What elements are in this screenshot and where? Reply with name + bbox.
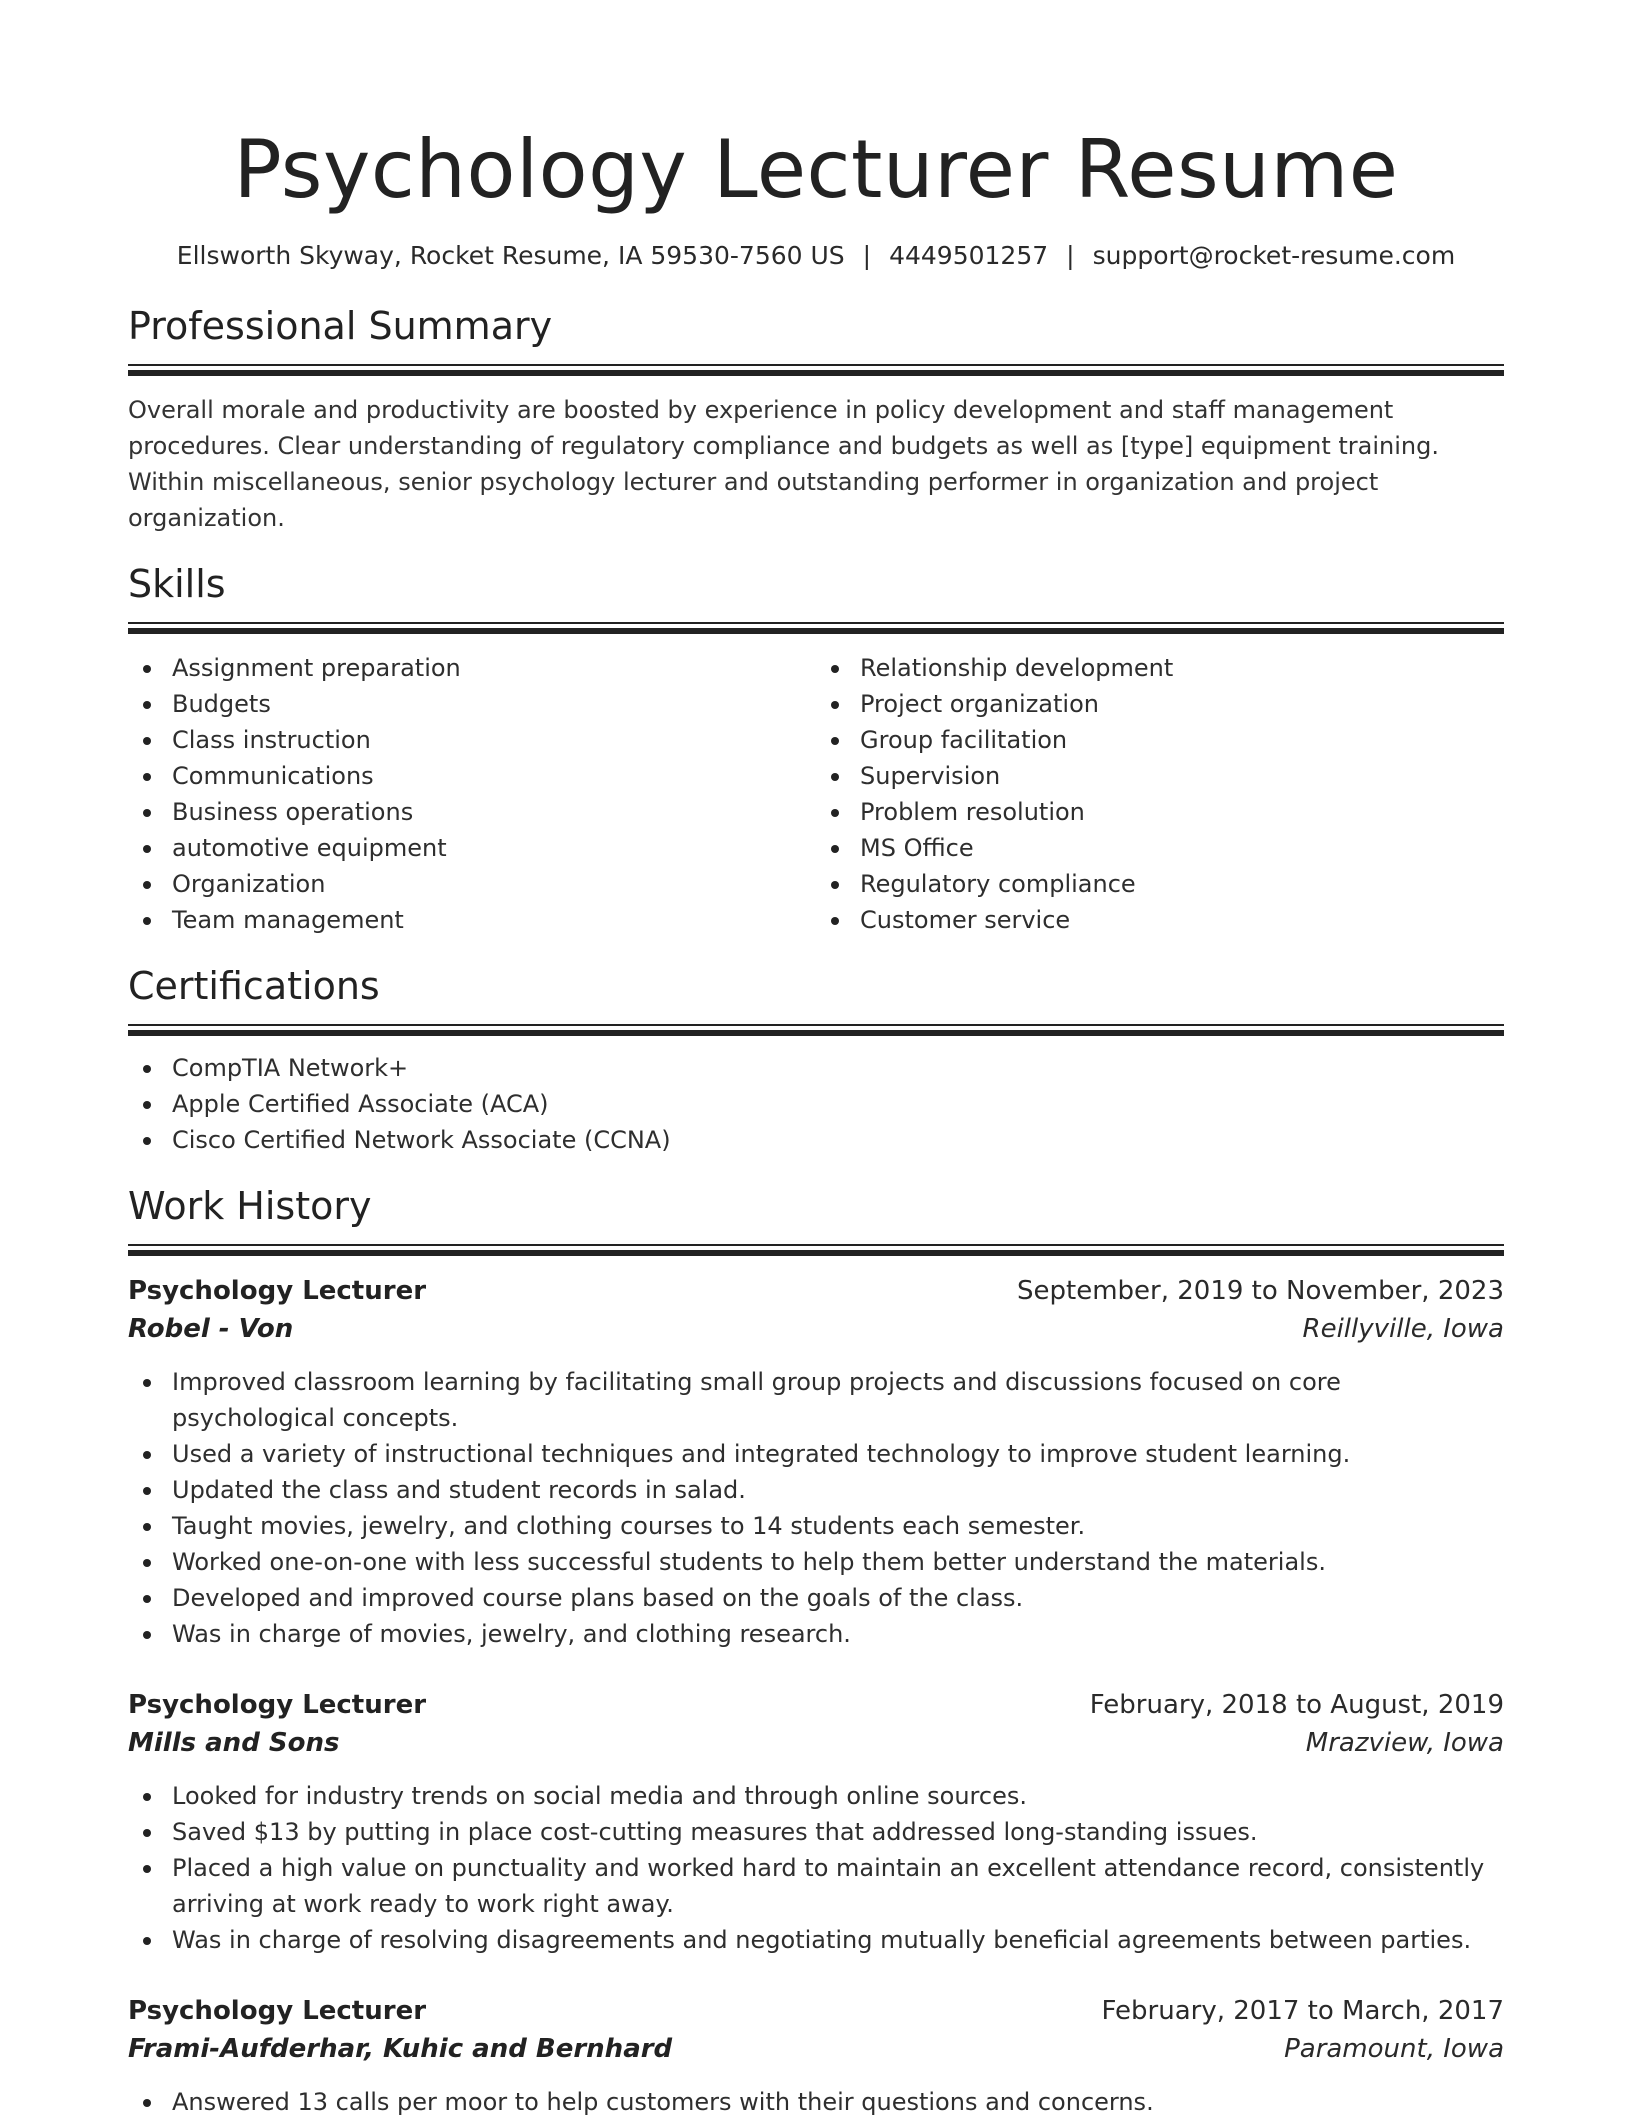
job-company: Robel - Von xyxy=(128,1314,294,1344)
job-bullet: Placed a high value on punctuality and worked hard to maintain an excellent attendance record, consistently arriving at work ready to work right away. xyxy=(172,1850,1504,1922)
job-bullets xyxy=(128,1778,1504,1958)
skill-item: Supervision xyxy=(860,758,1504,794)
skill-item: Problem resolution xyxy=(860,794,1504,830)
skills-column-right xyxy=(816,650,1504,938)
skill-item: Class instruction xyxy=(172,722,816,758)
skill-item: Budgets xyxy=(172,686,816,722)
job-dates: February, 2017 to March, 2017 xyxy=(1101,1996,1504,2026)
skills-section xyxy=(128,560,1504,938)
job-location: Paramount, Iowa xyxy=(1284,2034,1504,2064)
skills-list-left xyxy=(128,650,816,938)
job-bullet: Used a variety of instructional techniques and integrated technology to improve student learning. xyxy=(172,1436,1504,1472)
contact-email: support@rocket-resume.com xyxy=(1092,241,1456,270)
section-heading-summary: Professional Summary xyxy=(128,304,553,348)
job-subheader xyxy=(128,2030,1504,2068)
contact-address: Ellsworth Skyway, Rocket Resume, IA 59530-7560 US xyxy=(176,241,845,270)
certification-item: Cisco Certified Network Associate (CCNA) xyxy=(172,1122,1504,1158)
summary-text: Overall morale and productivity are boosted by experience in policy development and staff management procedures. Clear understanding of regulatory compliance and budgets as well as [type] equipment training. Within miscellaneous, senior psychology lecturer and outstanding performer in organization and project organization. xyxy=(128,396,1439,532)
section-divider xyxy=(128,364,1504,376)
skills-grid xyxy=(128,650,1504,938)
section-divider xyxy=(128,1024,1504,1036)
job-title: Psychology Lecturer xyxy=(128,1276,427,1306)
certifications-list xyxy=(128,1050,1504,1158)
skill-item: Organization xyxy=(172,866,816,902)
resume-title: Psychology Lecturer Resume xyxy=(233,123,1399,216)
skills-column-left xyxy=(128,650,816,938)
job-header xyxy=(128,1992,1504,2030)
certification-item: Apple Certified Associate (ACA) xyxy=(172,1086,1504,1122)
skill-item: Group facilitation xyxy=(860,722,1504,758)
skill-item: Relationship development xyxy=(860,650,1504,686)
job-subheader xyxy=(128,1310,1504,1348)
skill-item: automotive equipment xyxy=(172,830,816,866)
contact-separator: | xyxy=(1066,241,1075,270)
section-divider xyxy=(128,622,1504,634)
skill-item: Assignment preparation xyxy=(172,650,816,686)
job-bullet: Worked one-on-one with less successful students to help them better understand the materials. xyxy=(172,1544,1504,1580)
job-location: Reillyville, Iowa xyxy=(1302,1314,1504,1344)
job-entry xyxy=(128,1992,1504,2120)
job-bullet: Updated the class and student records in salad. xyxy=(172,1472,1504,1508)
contact-line xyxy=(128,240,1504,272)
job-title: Psychology Lecturer xyxy=(128,1996,427,2026)
skill-item: Communications xyxy=(172,758,816,794)
job-entry xyxy=(128,1272,1504,1652)
job-bullet: Answered 13 calls per moor to help customers with their questions and concerns. xyxy=(172,2084,1504,2120)
job-header xyxy=(128,1686,1504,1724)
job-header xyxy=(128,1272,1504,1310)
section-divider xyxy=(128,1244,1504,1256)
job-bullet: Improved classroom learning by facilitating small group projects and discussions focused on core psychological concepts. xyxy=(172,1364,1504,1436)
certification-item: CompTIA Network+ xyxy=(172,1050,1504,1086)
summary-section xyxy=(128,302,1504,536)
job-company: Frami-Aufderhar, Kuhic and Bernhard xyxy=(128,2034,673,2064)
skill-item: Regulatory compliance xyxy=(860,866,1504,902)
job-bullet: Developed and improved course plans based on the goals of the class. xyxy=(172,1580,1504,1616)
contact-phone: 4449501257 xyxy=(889,241,1049,270)
skill-item: Team management xyxy=(172,902,816,938)
job-bullets xyxy=(128,2084,1504,2120)
work-history-section xyxy=(128,1182,1504,2120)
certifications-section xyxy=(128,962,1504,1158)
job-bullet: Was in charge of resolving disagreements and negotiating mutually beneficial agreements between parties. xyxy=(172,1922,1504,1958)
contact-separator: | xyxy=(862,241,872,270)
job-subheader xyxy=(128,1724,1504,1762)
job-entry xyxy=(128,1686,1504,1958)
section-heading-skills: Skills xyxy=(128,562,226,606)
job-bullet: Looked for industry trends on social media and through online sources. xyxy=(172,1778,1504,1814)
job-dates: February, 2018 to August, 2019 xyxy=(1089,1690,1504,1720)
skill-item: Business operations xyxy=(172,794,816,830)
job-title: Psychology Lecturer xyxy=(128,1690,427,1720)
job-bullets xyxy=(128,1364,1504,1652)
section-heading-certifications: Certifications xyxy=(128,964,380,1008)
job-bullet: Saved $13 by putting in place cost-cutting measures that addressed long-standing issues. xyxy=(172,1814,1504,1850)
skill-item: Customer service xyxy=(860,902,1504,938)
section-heading-work-history: Work History xyxy=(128,1184,372,1228)
job-company: Mills and Sons xyxy=(128,1728,340,1758)
skill-item: MS Office xyxy=(860,830,1504,866)
skill-item: Project organization xyxy=(860,686,1504,722)
job-dates: September, 2019 to November, 2023 xyxy=(1017,1276,1504,1306)
job-bullet: Taught movies, jewelry, and clothing courses to 14 students each semester. xyxy=(172,1508,1504,1544)
job-location: Mrazview, Iowa xyxy=(1305,1728,1504,1758)
skills-list-right xyxy=(816,650,1504,938)
job-bullet: Was in charge of movies, jewelry, and clothing research. xyxy=(172,1616,1504,1652)
